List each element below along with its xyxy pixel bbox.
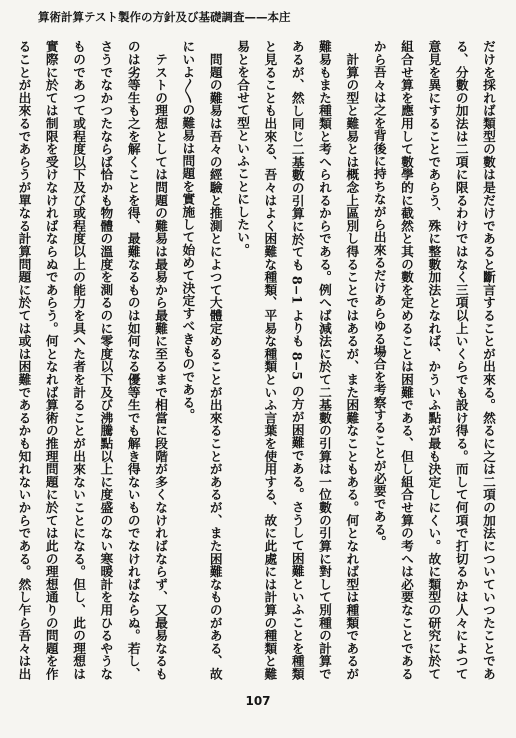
text-column: 問題の難易は吾々の經驗と推測とによつて大體定めることが出來ることがあるが、また困難なものがある、故 — [207, 40, 223, 680]
text-column: 意見を異にすることであらう、殊に整數加法となれば、かういふ點が最も決定しにくい。故に類型の研究に於て — [426, 40, 442, 680]
text-column: ることが出來るであらうが單なる計算問題に於ては或は困難であるかも知れないからである。然し乍ら吾々は出 — [16, 40, 32, 680]
text-column: る、分數の加法は二項に限るわけではなく三項以上いくらでも設け得る。而して何項で打切るかは人々によつて — [453, 40, 469, 680]
text-column: 實際に於ては制限を受けなければならぬであらう。何となれば算術の推理問題に於ては此の理想通りの問題を作 — [43, 40, 59, 680]
page-body — [10, 40, 502, 680]
text-column: から吾々は之を背後に持ちながら出來るだけあらゆる場合を考察することが必要である。 — [371, 40, 387, 548]
text-column: さうでなかつたならば恰かも物體の溫度を測るのに零度以下及び沸騰點以上に度盛のない寒暖計を用ひるやうな — [98, 40, 114, 680]
text-column: テストの理想としては問題の難易は最易から最難に至るまで相當に段階が多くなければならず、又最易なるも — [153, 40, 169, 680]
text-column: にいよ〳〵の難易は問題を實施して始めて決定すべきものである。 — [180, 40, 196, 421]
text-column: と見ることも出來る、吾々はよく困難な種類、平易な種類といふ言葉を使用する、故に此處には計算の種類と難 — [262, 40, 278, 680]
text-column: 易とを合せて型といふことにしたい。 — [235, 40, 251, 256]
page-number: 107 — [245, 694, 271, 708]
text-column: 計算の型と難易とは概念上區別し得ることではあるが、また困難なこともある。何となれば型は種類であるが — [344, 40, 360, 680]
text-column: だけを採れば類型の數は是だけであると斷言することが出來る。然るに之は二項の加法についていつたことであ — [481, 40, 496, 680]
text-column: のは劣等生も之を解くことを得、最難なるものは如何なる優等生でも解き得ないものでなければならぬ。若し、 — [125, 40, 141, 680]
text-column: 組合せ算を應用して數學的に截然と其の數を定めることは困難である、但し組合せ算の考へは必要なことである — [399, 40, 415, 680]
text-column: ものであつて或程度以下及び或程度以上の能力を具へた者を計ることが出來ないことになる。但し、此の理想は — [71, 40, 87, 680]
text-column: 難易もまた種類と考へられるからである。例へば減法に於て二基數の引算は一位數の引算に對して別種の計算で — [317, 40, 333, 680]
running-head-title: 算術計算テスト製作の方針及び基礎調査——本庄 — [38, 10, 291, 24]
text-column: あるが、然し同じ二基數の引算に於ても 8−1 よりも 8−5 の方が困難である。さうして困難といふことを種類 — [289, 40, 305, 680]
